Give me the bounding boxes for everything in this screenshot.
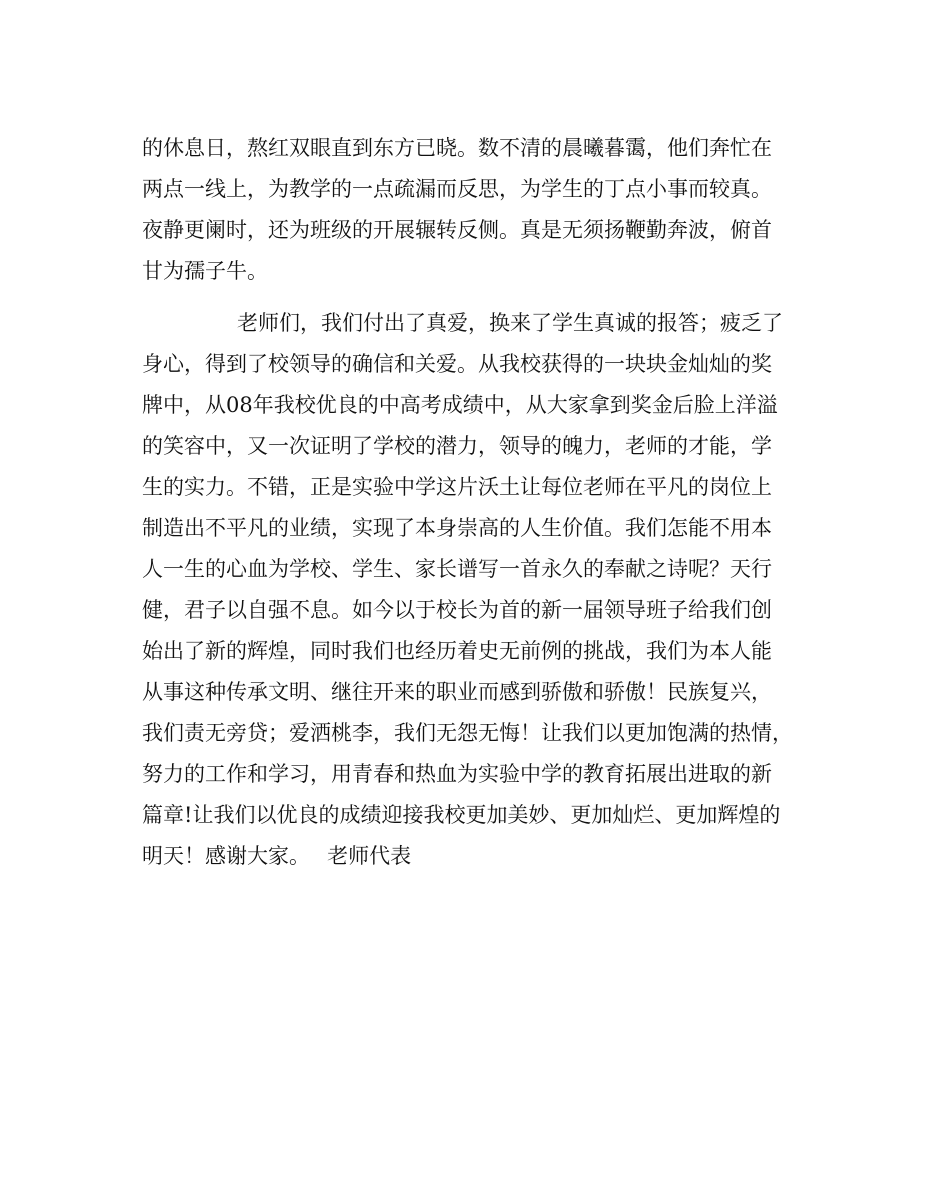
paragraph-line: 努力的工作和学习，用青春和热血为实验中学的教育拓展出进取的新 — [142, 762, 772, 786]
paragraph-2 — [142, 303, 810, 877]
signature-line: 明天！感谢大家。 老师代表 — [142, 844, 412, 868]
paragraph-line: 制造出不平凡的业绩，实现了本身崇高的人生价值。我们怎能不用本 — [142, 516, 772, 540]
paragraph-line: 身心，得到了校领导的确信和关爱。从我校获得的一块块金灿灿的奖 — [142, 352, 772, 376]
paragraph-line: 牌中，从08年我校优良的中高考成绩中，从大家拿到奖金后脸上洋溢 — [142, 393, 778, 417]
paragraph-line: 甘为孺子牛。 — [142, 259, 268, 283]
paragraph-line: 的笑容中，又一次证明了学校的潜力，领导的魄力，老师的才能，学 — [142, 434, 772, 458]
paragraph-line: 健，君子以自强不息。如今以于校长为首的新一届领导班子给我们创 — [142, 598, 772, 622]
document-body — [142, 128, 810, 877]
paragraph-line: 从事这种传承文明、继往开来的职业而感到骄傲和骄傲！民族复兴， — [142, 680, 772, 704]
paragraph-line: 人一生的心血为学校、学生、家长谱写一首永久的奉献之诗呢？天行 — [142, 557, 772, 581]
paragraph-line: 生的实力。不错，正是实验中学这片沃土让每位老师在平凡的岗位上 — [142, 475, 772, 499]
paragraph-line: 夜静更阑时，还为班级的开展辗转反侧。真是无须扬鞭勤奔波，俯首 — [142, 218, 772, 242]
paragraph-1 — [142, 128, 810, 292]
paragraph-line: 篇章!让我们以优良的成绩迎接我校更加美妙、更加灿烂、更加辉煌的 — [142, 803, 781, 827]
paragraph-line: 两点一线上，为教学的一点疏漏而反思，为学生的丁点小事而较真。 — [142, 177, 772, 201]
paragraph-line: 我们责无旁贷；爱洒桃李，我们无怨无悔！让我们以更加饱满的热情， — [142, 721, 793, 745]
paragraph-spacing — [142, 292, 810, 303]
paragraph-line-first: 老师们，我们付出了真爱，换来了学生真诚的报答；疲乏了 — [237, 311, 783, 335]
paragraph-line: 始出了新的辉煌，同时我们也经历着史无前例的挑战，我们为本人能 — [142, 639, 772, 663]
paragraph-line: 的休息日，熬红双眼直到东方已晓。数不清的晨曦暮霭，他们奔忙在 — [142, 136, 772, 160]
